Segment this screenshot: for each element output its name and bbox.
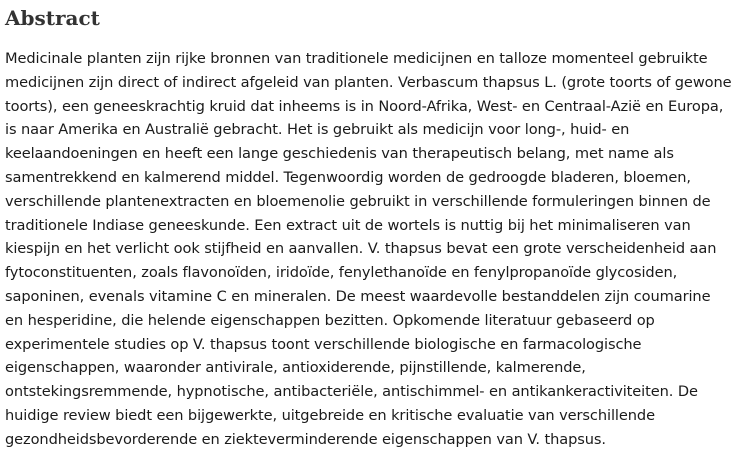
- abstract-body-text: Medicinale planten zijn rijke bronnen van traditionele medicijnen en talloze momenteel gebruikte medicijnen zijn direct of indirect afgeleid van planten. Verbascum thapsus L. (grote toorts of gewone toorts), een geneeskrachtig kruid dat inheems is in Noord-Afrika, West- en Centraal-Azië en Europa, is naar Amerika en Australië gebracht. Het is gebruikt als medicijn voor long-, huid- en keelaandoeningen en heeft een lange geschiedenis van therapeutisch belang, met name als samentrekkend en kalmerend middel. Tegenwoordig worden de gedroogde bladeren, bloemen, verschillende plantenextracten en bloemenolie gebruikt in verschillende formuleringen binnen de traditionele Indiase geneeskunde. Een extract uit de wortels is nuttig bij het minimaliseren van kiespijn en het verlicht ook stijfheid en aanvallen. V. thapsus bevat een grote verscheidenheid aan fytoconstituenten, zoals flavonoïden, iridoïde, fenylethanoïde en fenylpropanoïde glycosiden, saponinen, evenals vitamine C en mineralen. De meest waardevolle bestanddelen zijn coumarine en hesperidine, die helende eigenschappen bezitten. Opkomende literatuur gebaseerd op experimentele studies op V. thapsus toont verschillende biologische en farmacologische eigenschappen, waaronder antivirale, antioxiderende, pijnstillende, kalmerende, ontstekingsremmende, hypnotische, antibacteriële, antischimmel- en antikankeractiviteiten. De huidige review biedt een bijgewerkte, uitgebreide en kritische evaluatie van verschillende gezondheidsbevorderende en ziekteverminderende eigenschappen van V. thapsus.: [5, 50, 732, 448]
- abstract-heading: Abstract: [5, 6, 100, 30]
- abstract-section: [5, 0, 733, 452]
